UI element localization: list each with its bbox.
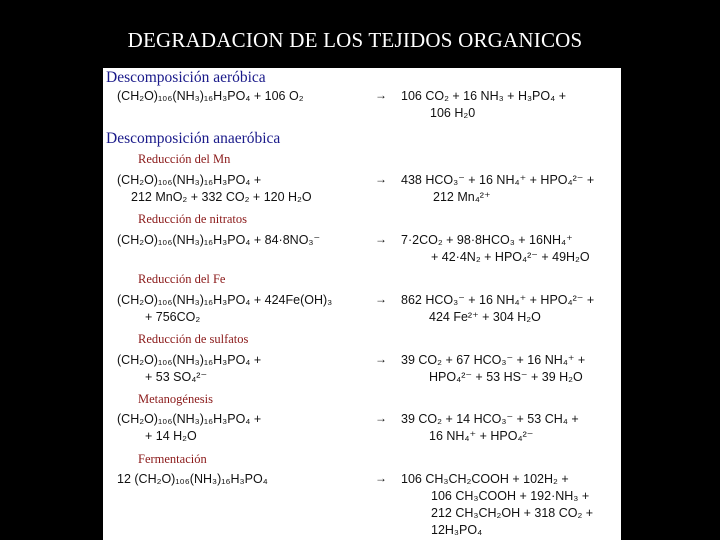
fe-label: Reducción del Fe [138, 272, 226, 286]
methane-product-2: 16 NH₄⁺ + HPO₄²⁻ [429, 429, 534, 443]
mn-label: Reducción del Mn [138, 152, 231, 166]
sulfate-label: Reducción de sulfatos [138, 332, 249, 346]
mn-reactant-1: (CH₂O)₁₀₆(NH₃)₁₆H₃PO₄ + [117, 173, 262, 187]
ferment-reactant-1: 12 (CH₂O)₁₀₆(NH₃)₁₆H₃PO₄ [117, 472, 268, 486]
aerobic-arrow: → [375, 88, 387, 102]
ferment-arrow: → [375, 471, 387, 485]
page-title: DEGRADACION DE LOS TEJIDOS ORGANICOS [127, 28, 583, 52]
aerobic-product-1: 106 CO₂ + 16 NH₃ + H₃PO₄ + [401, 89, 566, 103]
sulfate-reactant-1: (CH₂O)₁₀₆(NH₃)₁₆H₃PO₄ + [117, 353, 262, 367]
aerobic-reactant: (CH₂O)₁₀₆(NH₃)₁₆H₃PO₄ + 106 O₂ [117, 89, 304, 103]
fe-product-2: 424 Fe²⁺ + 304 H₂O [429, 310, 541, 324]
ferment-label: Fermentación [138, 452, 207, 466]
fe-reactant-2: + 756CO₂ [145, 310, 201, 324]
aerobic-heading: Descomposición aeróbica [106, 69, 266, 86]
methane-arrow: → [375, 411, 387, 425]
mn-product-1: 438 HCO₃⁻ + 16 NH₄⁺ + HPO₄²⁻ + [401, 173, 595, 187]
sulfate-arrow: → [375, 352, 387, 366]
ferment-product-2: 106 CH₃COOH + 192·NH₃ + [431, 489, 590, 503]
sulfate-product-2: HPO₄²⁻ + 53 HS⁻ + 39 H₂O [429, 370, 583, 384]
fe-reactant-1: (CH₂O)₁₀₆(NH₃)₁₆H₃PO₄ + 424Fe(OH)₃ [117, 293, 333, 307]
aerobic-product-2: 106 H₂0 [430, 106, 476, 120]
sulfate-reactant-2: + 53 SO₄²⁻ [145, 370, 208, 384]
fe-arrow: → [375, 292, 387, 306]
nitrate-product-2: + 42·4N₂ + HPO₄²⁻ + 49H₂O [431, 250, 590, 264]
methane-product-1: 39 CO₂ + 14 HCO₃⁻ + 53 CH₄ + [401, 412, 579, 426]
mn-arrow: → [375, 172, 387, 186]
mn-reactant-2: 212 MnO₂ + 332 CO₂ + 120 H₂O [131, 190, 312, 204]
ferment-product-1: 106 CH₃CH₂COOH + 102H₂ + [401, 472, 569, 486]
ferment-product-4: 12H₃PO₄ [431, 523, 483, 537]
anaerobic-heading: Descomposición anaeróbica [106, 130, 281, 147]
nitrate-product-1: 7·2CO₂ + 98·8HCO₃ + 16NH₄⁺ [401, 233, 573, 247]
nitrate-label: Reducción de nitratos [138, 212, 247, 226]
methane-label: Metanogénesis [138, 392, 213, 406]
nitrate-arrow: → [375, 232, 387, 246]
ferment-product-3: 212 CH₃CH₂OH + 318 CO₂ + [431, 506, 594, 520]
nitrate-reactant-1: (CH₂O)₁₀₆(NH₃)₁₆H₃PO₄ + 84·8NO₃⁻ [117, 233, 321, 247]
methane-reactant-2: + 14 H₂O [145, 429, 197, 443]
reactions-panel [103, 68, 621, 540]
sulfate-product-1: 39 CO₂ + 67 HCO₃⁻ + 16 NH₄⁺ + [401, 353, 586, 367]
fe-product-1: 862 HCO₃⁻ + 16 NH₄⁺ + HPO₄²⁻ + [401, 293, 595, 307]
methane-reactant-1: (CH₂O)₁₀₆(NH₃)₁₆H₃PO₄ + [117, 412, 262, 426]
mn-product-2: 212 Mn₄²⁺ [433, 190, 491, 204]
